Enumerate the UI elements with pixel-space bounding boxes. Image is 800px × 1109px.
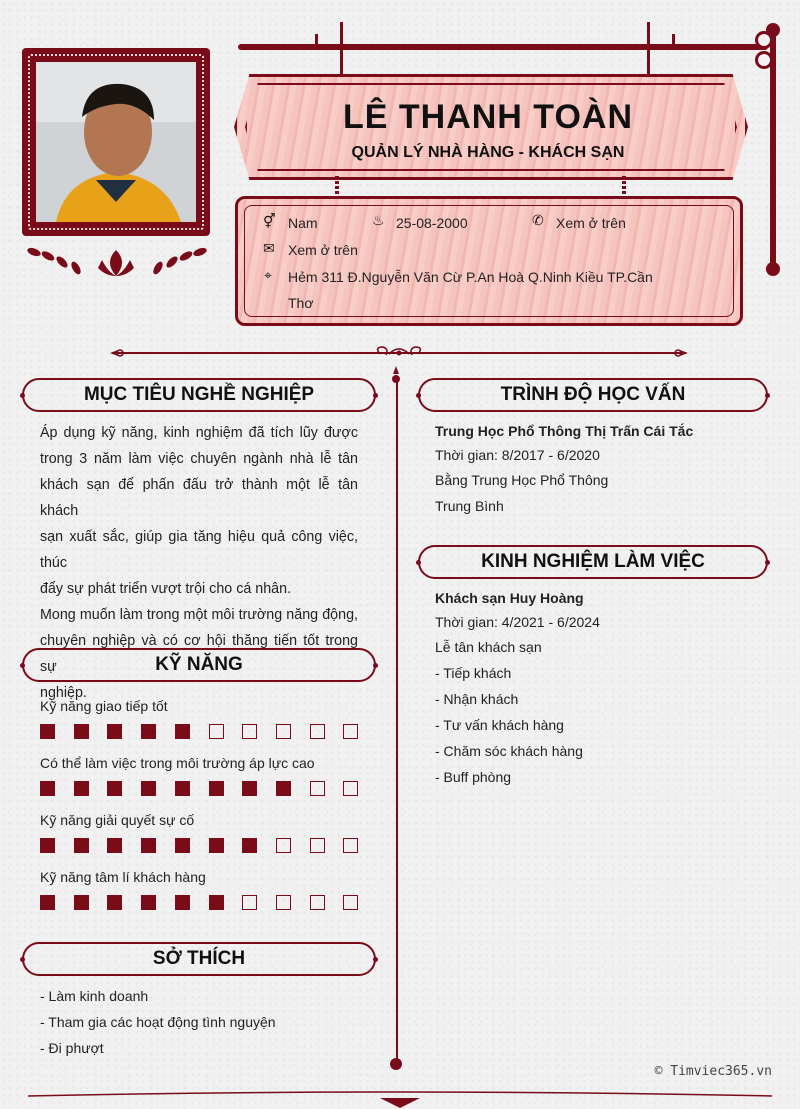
beam-hanger [647,22,650,74]
skill-level-box [242,781,257,796]
objective-line: trong 3 năm làm việc chuyên ngành nhà lễ tân [40,451,358,467]
skill-level-box [343,781,358,796]
skill-level-box [276,838,291,853]
skill-level-box [209,724,224,739]
skill-level-box [74,724,89,739]
experience-heading: KINH NGHIỆM LÀM VIỆC [481,551,705,572]
experience-task: - Tiếp khách [435,665,512,681]
candidate-position: QUẢN LÝ NHÀ HÀNG - KHÁCH SẠN [351,144,625,161]
objective-line: Áp dụng kỹ năng, kinh nghiệm đã tích lũy được [40,425,358,441]
skill-name: Kỹ năng giải quyết sự cố [40,812,195,828]
objective-line: chuyên nghiệp và có cơ hội thăng tiến tốt trong sự [40,633,358,675]
address-value-line2: Thơ [288,295,314,311]
skill-level-box [343,838,358,853]
objective-line: sạn xuất sắc, giúp gia tăng hiệu quả công việc, thúc [40,529,358,571]
objective-line: Mong muốn làm trong một môi trường năng động, [40,607,358,623]
phone-icon: ✆ [532,212,544,228]
section-objective [22,378,376,412]
skill-name: Có thể làm việc trong môi trường áp lực cao [40,755,315,771]
skill-level-box [40,895,55,910]
skill-level-box [40,724,55,739]
experience-company: Khách sạn Huy Hoàng [435,590,584,606]
skill-level-box [242,724,257,739]
section-experience [418,545,768,579]
skill-level-box [74,781,89,796]
education-school: Trung Học Phổ Thông Thị Trấn Cái Tắc [435,423,694,439]
experience-task: - Nhận khách [435,691,519,707]
section-skills [22,648,376,682]
skill-level-box [343,895,358,910]
email-value: Xem ở trên [288,242,358,258]
chain [622,176,626,196]
skill-level-box [74,838,89,853]
bottom-ornament-icon [0,1090,800,1109]
avatar-frame [22,48,210,236]
skill-level-box [242,838,257,853]
education-heading: TRÌNH ĐỘ HỌC VẤN [500,384,686,405]
skill-level-box [175,724,190,739]
education-time: Thời gian: 8/2017 - 6/2020 [435,447,600,463]
experience-task: - Buff phòng [435,769,512,785]
skill-level-box [242,895,257,910]
skill-level-box [141,838,156,853]
skill-level-box [107,724,122,739]
beam-pin [672,34,675,46]
skill-level-box [175,895,190,910]
phone-value: Xem ở trên [556,215,626,231]
section-education [418,378,768,412]
skill-level-box [74,895,89,910]
skill-name: Kỹ năng tâm lí khách hàng [40,869,206,885]
post-ring [755,31,773,49]
skill-level-box [276,895,291,910]
objective-heading: MỤC TIÊU NGHỀ NGHIỆP [83,384,315,405]
envelope-icon: ✉ [263,240,275,256]
skill-level-box [141,895,156,910]
gender-icon: ⚥ [263,213,276,229]
hobby-item: - Đi phượt [40,1040,104,1056]
objective-line: đẩy sự phát triển vượt trội cho cá nhân. [40,581,292,597]
skill-level-box [209,895,224,910]
skill-level-box [107,895,122,910]
location-pin-icon: ⌖ [264,267,272,283]
address-value-line1: Hẻm 311 Đ.Nguyễn Văn Cừ P.An Hoà Q.Ninh Kiều TP.Cần [288,269,653,285]
candidate-name: LÊ THANH TOÀN [342,98,634,136]
skill-level-box [209,838,224,853]
header-post [770,30,776,270]
hobby-item: - Tham gia các hoạt động tình nguyện [40,1014,276,1030]
beam-pin [315,34,318,46]
section-hobbies [22,942,376,976]
objective-line: khách sạn để phấn đấu trở thành một lễ tân khách [40,477,358,519]
education-degree: Bằng Trung Học Phổ Thông [435,472,609,488]
footer-brand: © Timviec365.vn [654,1064,772,1079]
experience-task: - Tư vấn khách hàng [435,717,564,733]
skill-level-box [310,724,325,739]
skill-level-box [310,838,325,853]
hobbies-heading: SỞ THÍCH [152,948,246,969]
chain [335,176,339,196]
objective-line: nghiệp. [40,685,87,701]
cake-icon: ♨ [372,212,385,228]
avatar [36,62,196,222]
skill-level-box [141,724,156,739]
post-ring [755,51,773,69]
skills-heading: KỸ NĂNG [155,654,243,675]
column-divider [396,376,398,1066]
skill-level-box [209,781,224,796]
skill-level-box [310,895,325,910]
skill-level-box [40,838,55,853]
experience-task: - Chăm sóc khách hàng [435,743,583,759]
skill-level-box [107,838,122,853]
post-knob [766,262,780,276]
hobby-item: - Làm kinh doanh [40,988,149,1004]
gender-value: Nam [288,215,318,231]
laurel-ornament-icon [24,242,210,278]
divider-knob [390,1058,402,1070]
skill-level-box [175,781,190,796]
skill-level-box [343,724,358,739]
experience-role: Lễ tân khách sạn [435,639,542,655]
skill-level-box [276,781,291,796]
beam-hanger [340,22,343,74]
skill-level-box [141,781,156,796]
experience-time: Thời gian: 4/2021 - 6/2024 [435,614,600,630]
skill-level-box [40,781,55,796]
skill-level-box [175,838,190,853]
education-grade: Trung Bình [435,498,504,514]
skill-level-box [276,724,291,739]
birthday-value: 25-08-2000 [396,215,468,231]
skill-level-box [310,781,325,796]
skill-name: Kỹ năng giao tiếp tốt [40,698,168,714]
skill-level-box [107,781,122,796]
